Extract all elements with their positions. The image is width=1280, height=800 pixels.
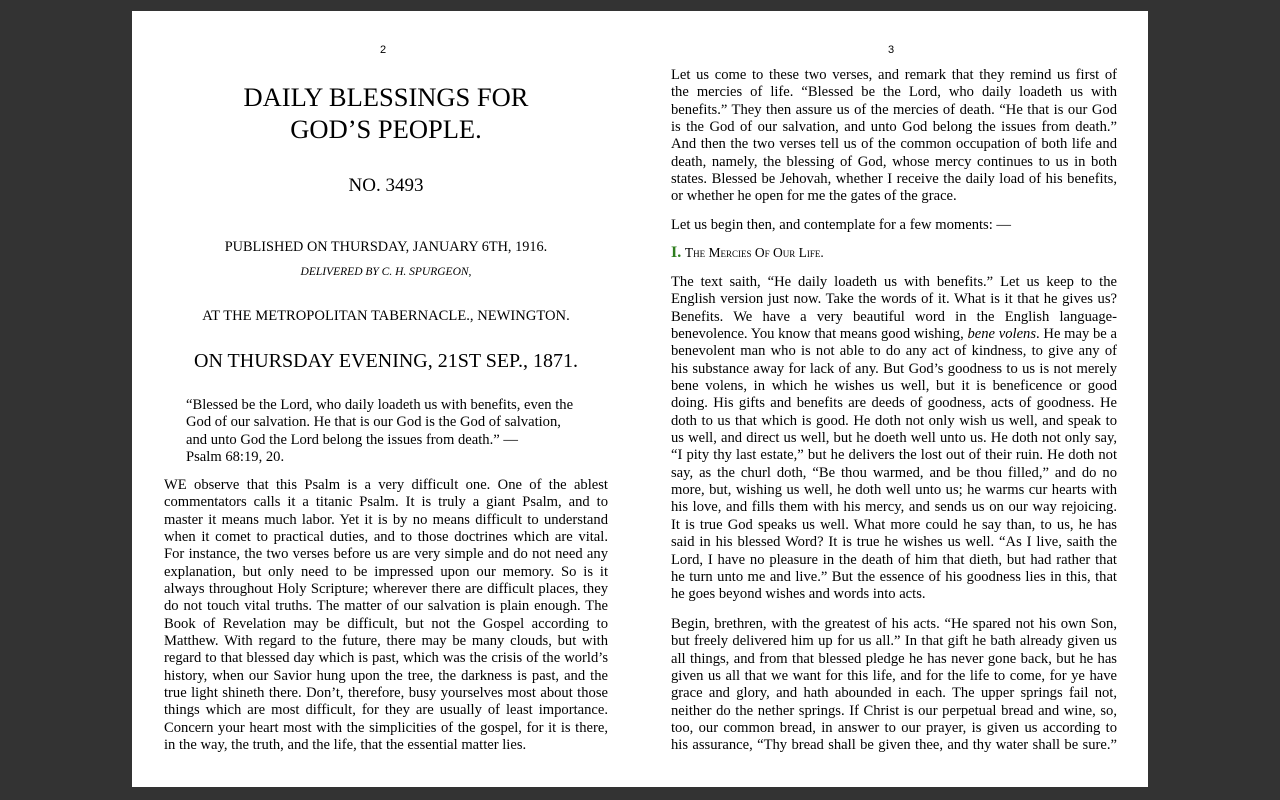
title-line-2: GOD’S PEOPLE.: [290, 114, 482, 144]
delivered-by: DELIVERED BY C. H. SPURGEON,: [300, 266, 472, 278]
text-line: his love, and fills them with his mercy, and sends us on our way rejoicing.: [671, 499, 1117, 516]
right-paragraph-1: [671, 67, 1117, 206]
document-spread: [132, 11, 1148, 787]
text-line: the mercies of life. “Blessed be the Lord, who daily loadeth us with: [671, 84, 1117, 101]
right-paragraph-4: [671, 616, 1117, 755]
text-line: history, when our Savior hung upon the tree, the darkness is past, and the: [164, 667, 608, 684]
text-line: states. Blessed be Jehovah, whether I receive the daily load of his benefits,: [671, 171, 1117, 188]
text-segment: benevolence. You know that means good wishing,: [671, 326, 968, 343]
text-line: is the God of our salvation, and unto God belong the issues from death.”: [671, 119, 1117, 136]
delivery-date: ON THURSDAY EVENING, 21ST SEP., 1871.: [194, 350, 578, 372]
text-segment: . He may be a: [1036, 326, 1117, 343]
text-line: God of our salvation. He that is our God is the God of salvation,: [186, 414, 561, 431]
text-line: [671, 326, 1117, 343]
text-line: in the way, the truth, and the life, that the essential matter lies.: [164, 737, 527, 754]
text-line: doth to us that which is good. He doth not only wish us well, and speak to: [671, 412, 1117, 429]
page-number-left: 2: [379, 44, 387, 56]
text-line: benevolent man who is not able to do any act of kindness, to give any of: [671, 343, 1117, 360]
text-line: his substance away for lack of any. But God’s goodness to us is not merely: [671, 360, 1117, 377]
text-line: Concern your heart most with the simplicities of the gospel, for it is there,: [164, 719, 608, 736]
text-line: WE observe that this Psalm is a very difficult one. One of the ablest: [164, 477, 608, 493]
text-line: English version just now. Take the words of it. What is it that he gives us?: [671, 291, 1117, 308]
text-line: “I pity thy last estate,” but he delivers the lost out of their ruin. He doth not: [671, 447, 1117, 464]
text-line: regard to that blessed day which is past, which was the crisis of the world’s: [164, 650, 608, 667]
section-title: The Mercies Of Our Life.: [684, 245, 824, 260]
text-line: Book of Revelation may be difficult, but not the Gospel according to: [164, 615, 608, 632]
text-line: For instance, the two verses before us are very simple and do not need any: [164, 546, 608, 563]
text-line: Matthew. With regard to the future, there may be many clouds, but with: [164, 633, 608, 650]
text-line: doing. His gifts and benefits are deeds of goodness, acts of goodness. He: [671, 395, 1117, 412]
text-line: true light shineth there. Don’t, therefore, busy yourselves most about those: [164, 685, 608, 702]
italic-latin-phrase: bene volens: [967, 326, 1037, 343]
text-line: all things, and from that blessed pledge he has never gone back, but he has: [671, 650, 1117, 667]
text-line: grace and glory, and hath abounded in each. The upper springs fail not,: [671, 685, 1117, 702]
text-line: when it comet to practical duties, and to those doctrines which are vital.: [164, 529, 608, 546]
text-line: benefits.” They then assure us of the mercies of death. “He that is our God: [671, 101, 1117, 118]
text-line: his assurance, “Thy bread shall be given thee, and thy water shall be sure.”: [671, 737, 1117, 754]
text-line: say, as the churl doth, “Be thou warmed, and be thou filled,” and do no: [671, 464, 1117, 481]
text-line: Lord, I have no pleasure in the death of him that dieth, but had rather that: [671, 551, 1117, 568]
sermon-number: NO. 3493: [348, 175, 424, 196]
text-line: or whether he open for me the gates of the grace.: [671, 188, 957, 205]
text-line: things which are most difficult, for they are usually of least importance.: [164, 702, 608, 719]
published-date: PUBLISHED ON THURSDAY, JANUARY 6TH, 1916.: [224, 239, 548, 255]
text-line: said in his blessed Word? It is true he wishes us well. “As I live, saith the: [671, 534, 1117, 551]
scripture-quote: [186, 397, 573, 466]
left-body-paragraph: [164, 477, 608, 755]
text-line: It is true God speaks us well. What more could he say than, to us, he has: [671, 516, 1117, 533]
text-line: death, namely, the blessing of God, whose mercy continues to us in both: [671, 153, 1117, 170]
text-line: and unto God the Lord belong the issues from death.” —: [186, 431, 518, 448]
text-line: always throughout Holy Scripture; wherever there are difficult places, they: [164, 581, 608, 598]
text-line: he goes beyond wishes and words into acts.: [671, 586, 926, 603]
text-line: explanation, but only need to be impressed upon our memory. So is it: [164, 563, 608, 580]
text-line: master it means much labor. Yet it is by no means difficult to understand: [164, 511, 608, 528]
section-numeral: I.: [671, 244, 682, 261]
text-line: he turn unto me and live.” But the essence of his goodness lies in this, that: [671, 568, 1117, 585]
text-line: The text saith, “He daily loadeth us with benefits.” Let us keep to the: [671, 274, 1117, 290]
text-line: us well, and direct us well, but he doeth well unto us. He doth not only say,: [671, 430, 1117, 447]
text-line: bene volens, in which he wishes us well, but it is beneficence or good: [671, 378, 1117, 395]
title-line-1: DAILY BLESSINGS FOR: [243, 82, 529, 112]
text-line: too, our common bread, in answer to our prayer, is given us according to: [671, 720, 1117, 737]
text-line: neither do the nether springs. If Christ is our perpetual bread and wine, so,: [671, 702, 1117, 719]
text-line: do not touch vital truths. The matter of our salvation is plain enough. The: [164, 598, 608, 615]
right-paragraph-3: [671, 274, 1117, 604]
page-number-right: 3: [887, 44, 895, 56]
text-line: given us all that we want for this life, and for the life to come, for ye have: [671, 668, 1117, 685]
text-line: Benefits. We have a very beautiful word in the English language-: [671, 308, 1117, 325]
section-heading: [671, 244, 824, 262]
text-line: Let us come to these two verses, and remark that they remind us first of: [671, 67, 1117, 83]
right-paragraph-2: Let us begin then, and contemplate for a few moments: —: [671, 217, 1012, 233]
text-line: more, but, wishing us well, he doth well unto us; he warms cur hearts with: [671, 482, 1117, 499]
location: AT THE METROPOLITAN TABERNACLE., NEWINGTON.: [202, 308, 570, 324]
text-line: Begin, brethren, with the greatest of his acts. “He spared not his own Son,: [671, 616, 1117, 632]
text-line: but freely delivered him up for us all.” In that gift he bath already given us: [671, 633, 1117, 650]
text-line: And then the two verses tell us of the common occupation of both life and: [671, 136, 1117, 153]
text-line: Psalm 68:19, 20.: [186, 449, 285, 466]
text-line: “Blessed be the Lord, who daily loadeth us with benefits, even the: [186, 397, 574, 413]
text-line: commentators calls it a titanic Psalm. It is truly a giant Psalm, and to: [164, 494, 608, 511]
sermon-title: [164, 81, 608, 145]
